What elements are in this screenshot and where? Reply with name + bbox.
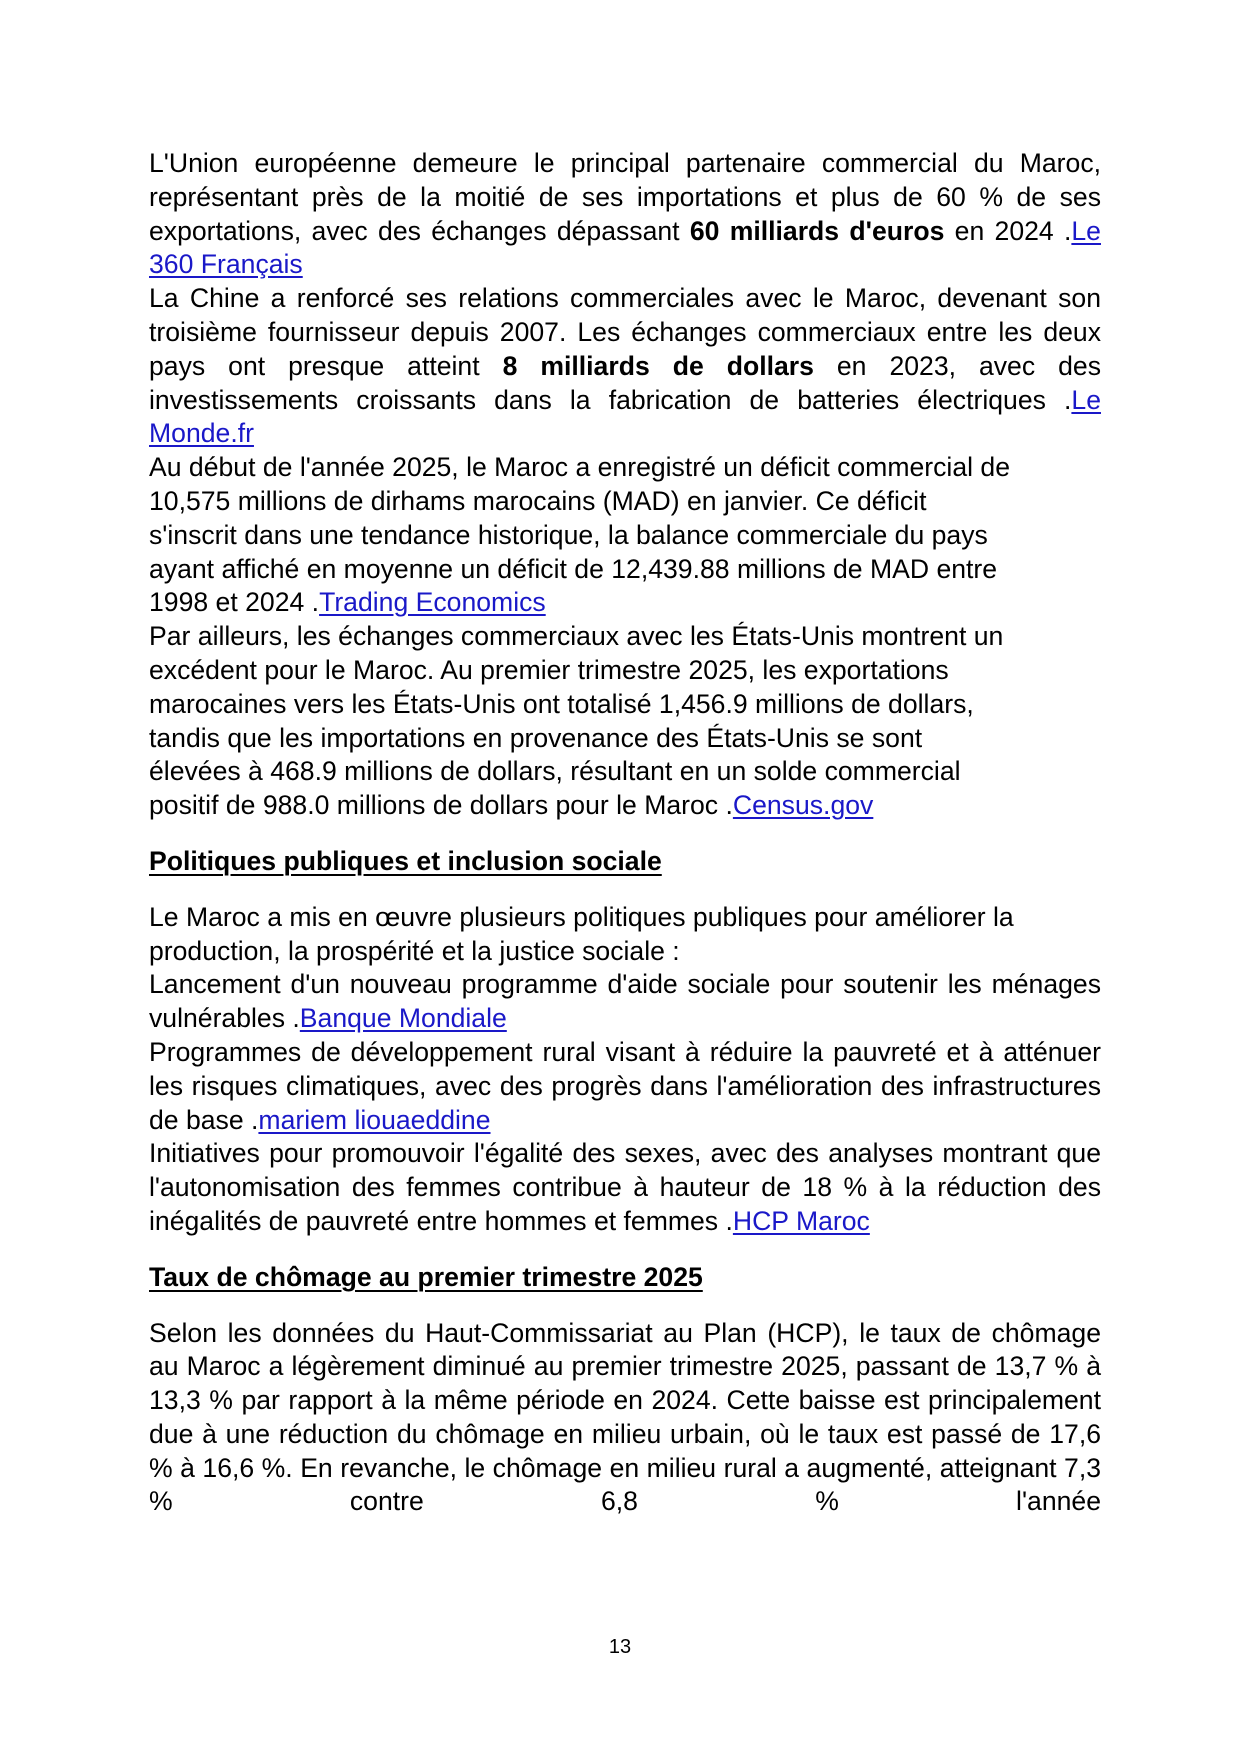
paragraph-text: positif de 988.0 millions de dollars pour le Maroc . [149,790,733,821]
paragraph-policies-intro [149,901,1101,969]
bold-amount: 8 milliards de dollars [502,350,814,381]
paragraph-line: s'inscrit dans une tendance historique, la balance commerciale du pays [149,519,988,550]
source-link-le360[interactable]: Le 360 Français [149,215,1101,280]
paragraph-rural-development [149,1036,1101,1137]
spacer [149,879,1101,901]
paragraph-us-trade [149,620,1101,823]
paragraph-line: Au début de l'année 2025, le Maroc a enregistré un déficit commercial de [149,452,1011,483]
paragraph-text: Lancement d'un nouveau programme d'aide sociale pour soutenir les ménages vulnérables . [149,969,1101,1034]
paragraph-text: L'Union européenne demeure le principal partenaire commercial du Maroc, représentant près de la moitié de ses importations et plus de 60 % de ses exportations, avec des échanges dépassant [149,148,1101,246]
source-link-mariem-liouaeddine[interactable]: mariem liouaeddine [258,1104,491,1135]
paragraph-text: Selon les données du Haut-Commissariat au Plan (HCP), le taux de chômage au Maroc a légèrement diminué au premier trimestre 2025, passant de 13,7 % à 13,3 % par rapport à la même période en 2024. Cette baisse est principalement due à une réduction du chômage en milieu urbain, où le taux est passé de 17,6 % à 16,6 %. En revanche, le chômage en milieu rural a augmenté, atteignant 7,3 % contre 6,8 % l'année [149,1317,1101,1517]
paragraph-line: ayant affiché en moyenne un déficit de 12,439.88 millions de MAD entre [149,553,998,584]
source-link-hcp-maroc[interactable]: HCP Maroc [732,1205,870,1236]
paragraph-social-aid [149,968,1101,1036]
paragraph-trade-deficit [149,451,1101,620]
paragraph-line: marocaines vers les États-Unis ont totalisé 1,456.9 millions de dollars, [149,688,974,719]
paragraph-china-trade [149,282,1101,451]
paragraph-line [149,789,1101,823]
paragraph-text: Programmes de développement rural visant à réduire la pauvreté et à atténuer les risques climatiques, avec des progrès dans l'amélioration des infrastructures de base . [149,1036,1101,1135]
paragraph-gender-equality [149,1137,1101,1238]
paragraph-text: en 2024 . [944,215,1072,246]
paragraph-line: tandis que les importations en provenance des États-Unis se sont [149,722,923,753]
paragraph-text: en 2023, avec des investissements croissants dans la fabrication de batteries électriques . [149,350,1101,415]
source-link-census[interactable]: Census.gov [732,790,874,821]
paragraph-line: 10,575 millions de dirhams marocains (MAD) en janvier. Ce déficit [149,485,927,516]
source-link-banque-mondiale[interactable]: Banque Mondiale [299,1003,507,1034]
spacer [149,1295,1101,1317]
page-number: 13 [608,1636,632,1658]
bold-amount: 60 milliards d'euros [689,215,945,246]
paragraph-unemployment [149,1317,1101,1520]
paragraph-text: La Chine a renforcé ses relations commerciales avec le Maroc, devenant son troisième fournisseur depuis 2007. Les échanges commerciaux entre les deux pays ont presque atteint [149,283,1101,381]
spacer [149,1239,1101,1261]
paragraph-eu-trade [149,147,1101,282]
paragraph-text: Initiatives pour promouvoir l'égalité des sexes, avec des analyses montrant que l'autonomisation des femmes contribue à hauteur de 18 % à la réduction des inégalités de pauvreté entre hommes et femmes . [149,1138,1101,1236]
section-heading-public-policies: Politiques publiques et inclusion sociale [149,845,662,876]
source-link-trading-economics[interactable]: Trading Economics [319,587,546,618]
paragraph-line: élevées à 468.9 millions de dollars, résultant en un solde commercial [149,756,961,787]
paragraph-line: production, la prospérité et la justice sociale : [149,935,680,966]
paragraph-line [149,586,1101,620]
section-heading-unemployment: Taux de chômage au premier trimestre 2025 [149,1261,703,1292]
source-link-lemonde[interactable]: Le Monde.fr [149,384,1101,449]
paragraph-line: Par ailleurs, les échanges commerciaux avec les États-Unis montrent un [149,621,1004,652]
document-page [149,147,1101,1519]
spacer [149,823,1101,845]
paragraph-text: 1998 et 2024 . [149,587,320,618]
paragraph-line: Le Maroc a mis en œuvre plusieurs politiques publiques pour améliorer la [149,901,1014,932]
paragraph-line: excédent pour le Maroc. Au premier trimestre 2025, les exportations [149,654,949,685]
